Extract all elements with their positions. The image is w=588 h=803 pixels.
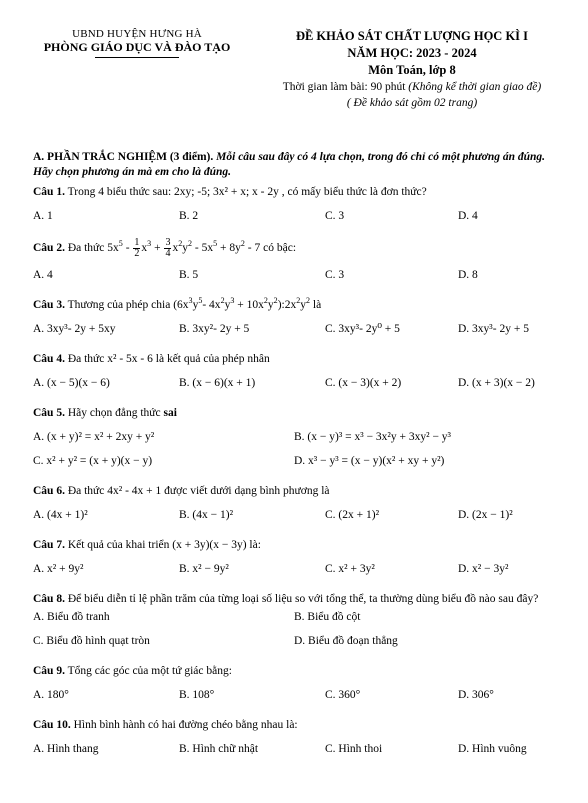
option-b[interactable]: B. (x − 6)(x + 1) [179,377,256,389]
exam-title: ĐỀ KHẢO SÁT CHẤT LƯỢNG HỌC KÌ I [295,29,529,43]
option-b[interactable]: B. (4x − 1)² [179,509,234,521]
question-math: 4x² - 4x + 1 [107,485,162,497]
option-d[interactable]: D. 4 [458,210,478,222]
option-b[interactable]: B. 3xy²- 2y + 5 [179,323,250,335]
question-stem-pre: Đa thức [67,242,105,255]
divider [95,57,179,58]
question-stem-post: là kết quả của phép nhân [155,353,270,365]
question-6 [33,483,555,499]
option-c[interactable]: C. 3 [325,210,345,222]
options-10 [33,741,555,757]
option-c[interactable]: C. Biểu đồ hình quạt tròn [33,635,150,647]
time-line [262,79,562,95]
subject: Môn Toán, lớp 8 [368,63,456,77]
question-stem: Để biểu diễn tỉ lệ phần trăm của từng loại số liệu so với tổng thể, ta thường dùng biểu đồ nào sau đây? [67,593,539,605]
option-d[interactable]: D. (2x − 1)² [458,509,513,521]
question-math: x² - 5x - 6 [107,353,153,365]
question-5 [33,405,555,421]
section-a-title: A. PHẦN TRẮC NGHIỆM (3 điểm). [33,151,214,163]
option-c[interactable]: C. x² + 3y² [325,563,375,575]
question-4 [33,351,555,367]
options-1 [33,208,555,224]
option-d[interactable]: D. x³ − y³ = (x − y)(x² + xy + y²) [294,455,445,467]
option-d[interactable]: D. (x + 3)(x − 2) [458,377,535,389]
time-note: (Không kể thời gian giao đề) [408,81,542,93]
option-a[interactable]: A. (x − 5)(x − 6) [33,377,110,389]
division-expression: ($6x^3y^5-$ $4x^2y^3$ + $10x^2y^2):2x^2y^2$ [173,296,311,311]
question-label: Câu 7. [33,539,65,551]
question-math: (x + 3y)(x − 3y) [172,539,247,551]
question-label: Câu 4. [33,353,65,365]
org-line-2: PHÒNG GIÁO DỤC VÀ ĐÀO TẠO [43,40,231,54]
option-b[interactable]: B. 5 [179,269,199,281]
options-6 [33,507,555,523]
option-d[interactable]: D. Hình vuông [458,743,527,755]
question-stem-pre: Kết quả của khai triển [67,539,170,551]
options-2 [33,267,555,283]
question-8 [33,591,555,607]
option-a[interactable]: A. 4 [33,269,53,281]
polynomial-expression: $5x^5$ - $\frac{1}{2}$ $x^3$ + $\frac{3}{4}$ $x^2y^2 - 5x^5 + 8y^2 - 7$ [107,237,261,259]
question-stem-pre: Thương của phép chia [67,299,171,311]
option-a[interactable]: A. x² + 9y² [33,563,84,575]
question-label: Câu 6. [33,485,65,497]
option-d[interactable]: D. 8 [458,269,478,281]
option-c[interactable]: C. 360° [325,689,361,701]
question-stem-post: có bậc: [263,242,297,255]
section-a-instruction: Mỗi câu sau đây có 4 lựa chọn, trong đó chỉ có một phương án đúng. Hãy chọn phương án mà em cho là đúng. [33,151,546,178]
time-text: Thời gian làm bài: 90 phút [282,81,406,93]
question-stem: Tổng các góc của một tứ giác bằng: [67,665,232,677]
option-b[interactable]: B. x² − 9y² [179,563,229,575]
question-stem-pre: Đa thức [67,353,105,365]
options-4 [33,375,555,391]
option-a[interactable]: A. 180° [33,689,69,701]
option-b[interactable]: B. Hình chữ nhật [179,743,259,755]
question-2 [33,238,555,259]
question-label: Câu 3. [33,299,65,311]
school-year: NĂM HỌC: 2023 - 2024 [347,46,477,60]
question-stem-post: được viết dưới dạng bình phương là [164,485,330,497]
options-8-row-2 [33,633,555,649]
org-line-1: UBND HUYỆN HƯNG HÀ [72,28,202,40]
option-b[interactable]: B. Biểu đồ cột [294,611,361,623]
options-5-row-1 [33,429,555,445]
option-c[interactable]: C. x² + y² = (x + y)(x − y) [33,455,153,467]
option-d[interactable]: D. x² − 3y² [458,563,509,575]
option-a[interactable]: A. 3xy³- 2y + 5xy [33,323,116,335]
question-3 [33,297,555,313]
option-b[interactable]: B. 2 [179,210,199,222]
options-9 [33,687,555,703]
question-10 [33,717,555,733]
options-8-row-1 [33,609,555,625]
question-7 [33,537,555,553]
question-label: Câu 5. [33,407,65,419]
question-stem-pre: Đa thức [67,485,105,497]
question-stem-bold: sai [163,407,177,419]
question-stem: Trong 4 biểu thức sau: 2xy; -5; 3x² + x; x - 2y , có mấy biểu thức là đơn thức? [67,186,427,198]
option-a[interactable]: A. (x + y)² = x² + 2xy + y² [33,431,155,443]
option-d[interactable]: D. 306° [458,689,494,701]
question-label: Câu 9. [33,665,65,677]
question-stem: Hình bình hành có hai đường chéo bằng nhau là: [73,719,298,731]
options-5-row-2 [33,453,555,469]
issuer-block [22,28,252,58]
question-stem-post: là [312,299,322,311]
option-a[interactable]: A. Hình thang [33,743,99,755]
question-1 [33,184,555,200]
question-9 [33,663,555,679]
option-d[interactable]: D. 3xy³- 2y + 5 [458,323,529,335]
question-label: Câu 8. [33,593,65,605]
exam-content [33,150,555,757]
title-block [262,28,562,111]
option-c[interactable]: C. (x − 3)(x + 2) [325,377,402,389]
option-c[interactable]: C. 3xy³- 2y⁰ + 5 [325,323,400,335]
option-c[interactable]: C. Hình thoi [325,743,383,755]
question-stem-pre: Hãy chọn đẳng thức [67,407,161,419]
pages-note: ( Đề khảo sát gồm 02 trang) [346,97,478,109]
option-b[interactable]: B. 108° [179,689,215,701]
option-b[interactable]: B. (x − y)³ = x³ − 3x²y + 3xy² − y³ [294,431,451,443]
option-c[interactable]: C. 3 [325,269,345,281]
option-a[interactable]: A. Biểu đồ tranh [33,611,110,623]
question-label: Câu 10. [33,719,71,731]
options-7 [33,561,555,577]
option-a[interactable]: A. 1 [33,210,53,222]
option-a[interactable]: A. (4x + 1)² [33,509,88,521]
option-d[interactable]: D. Biểu đồ đoạn thẳng [294,635,398,647]
section-a-heading [33,150,555,180]
option-c[interactable]: C. (2x + 1)² [325,509,380,521]
options-3 [33,321,555,337]
question-label: Câu 1. [33,186,65,198]
question-stem-post: là: [249,539,261,551]
question-label: Câu 2. [33,242,65,255]
